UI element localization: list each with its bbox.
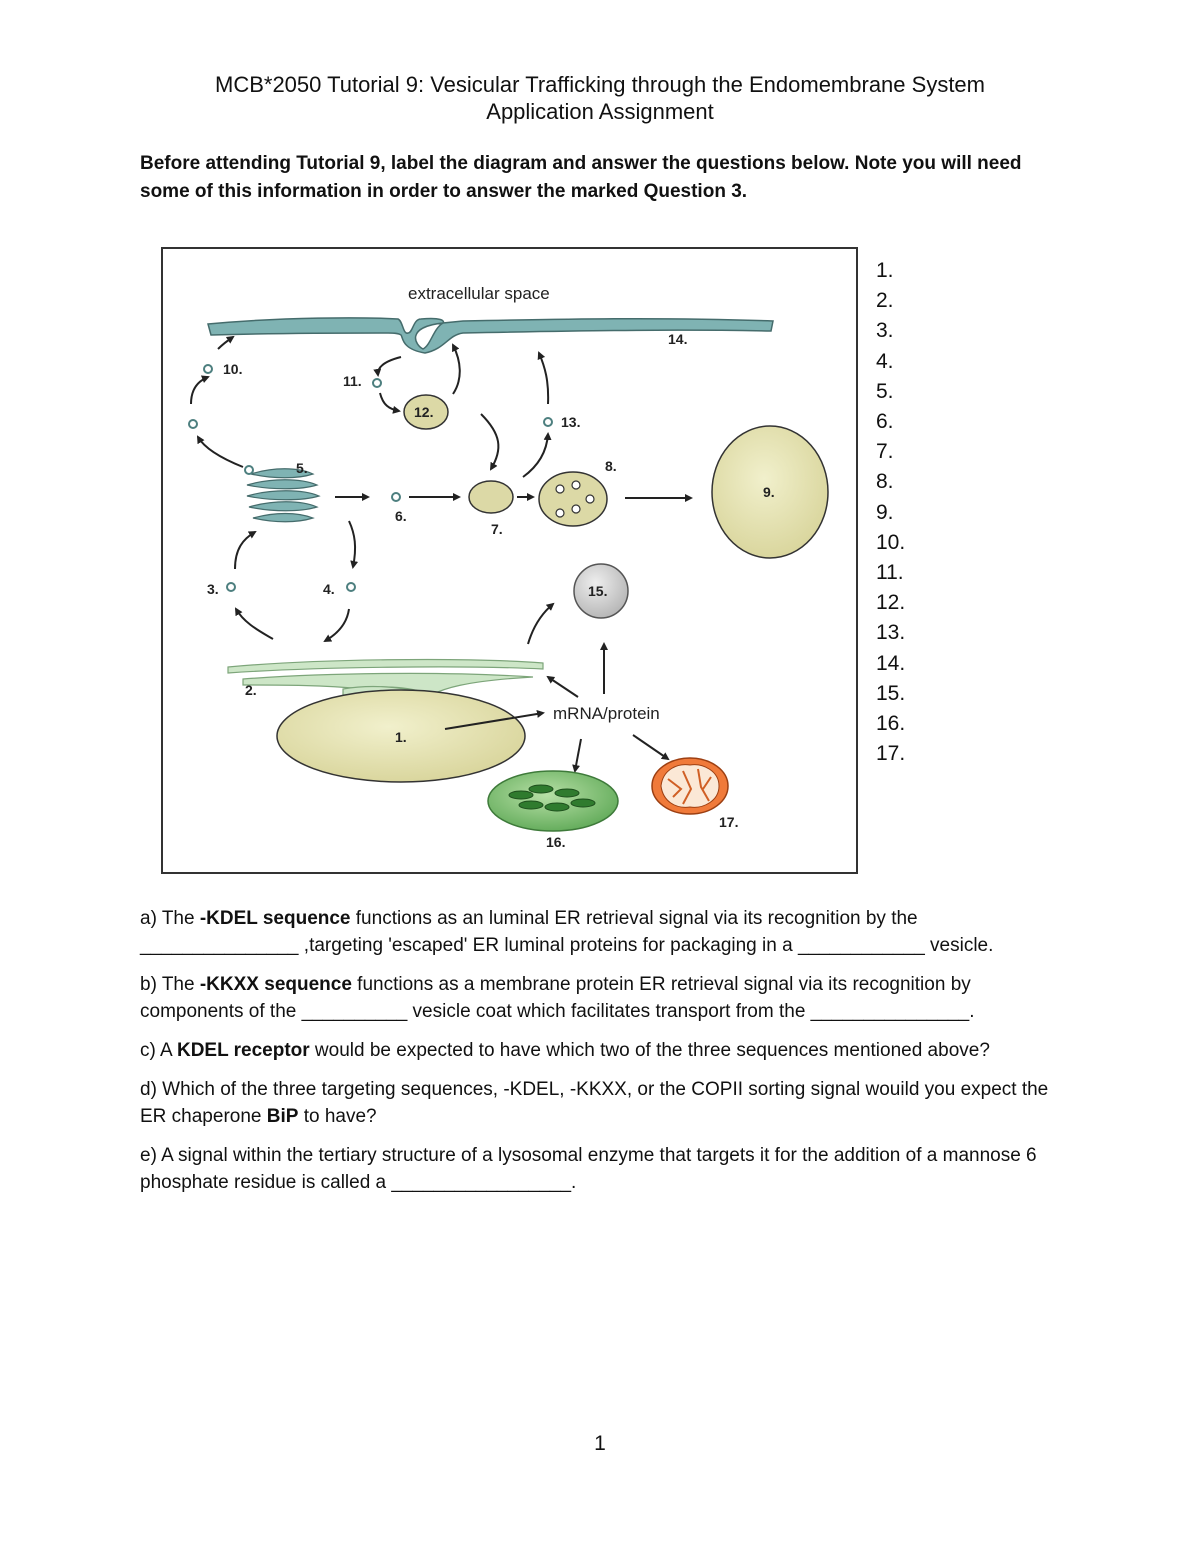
arrow-mrna-to-16 [575,739,581,771]
label-10: 10. [223,361,243,377]
question-a [140,905,1075,959]
label-3: 3. [207,581,219,597]
answer-item: 1. [876,259,894,282]
question-e [140,1142,1075,1196]
label-7: 7. [491,521,503,537]
answer-item: 16. [876,712,906,736]
vesicle-6 [392,493,400,501]
label-11: 11. [343,373,362,389]
answer-item: 14. [876,651,906,675]
plasma-membrane [208,318,773,353]
arrow-11-to-12 [380,393,399,411]
label-5: 5. [296,460,308,476]
arrow-12-to-membrane [453,345,460,394]
question-c [140,1037,1075,1064]
arrow-to-membrane-left [218,337,233,349]
label-9: 9. [763,484,775,500]
vesicle-left [189,420,197,428]
question-d [140,1076,1075,1130]
question-a-keyword: -KDEL sequence [199,908,351,929]
question-a-text-3: vesicle. [924,935,994,956]
answer-item: 12. [876,591,906,615]
question-d-prefix: d) Which of the three targeting sequences, -KDEL, -KKXX, or the COPII sorting signal wouild you expect the ER chaperone [140,1079,1049,1127]
answer-item: 9. [876,500,894,524]
vesicle-11 [373,379,381,387]
question-a-text-1: functions as an luminal ER retrieval signal via its recognition by the [350,908,918,929]
answer-item: 8. [876,470,894,494]
question-a-prefix: a) The [140,908,200,929]
label-4: 4. [323,581,335,597]
question-e-prefix: e) A signal within the tertiary structure of a lysosomal enzyme that targets it for the addition of a mannose 6 phosphate residue is called a [140,1145,1037,1193]
question-b-text-2: vesicle coat which facilitates transport from the [407,1001,811,1022]
document-subtitle: Application Assignment [486,99,714,124]
page-number: 1 [594,1432,606,1455]
answer-number-list [876,256,905,769]
arrow-mrna-to-er [548,677,578,697]
answer-item: 6. [876,410,894,434]
label-17: 17. [719,814,739,830]
early-endosome-7 [469,481,513,513]
arrow-13-to-membrane [539,353,548,404]
label-14: 14. [668,331,688,347]
extracellular-space-label: extracellular space [408,284,550,303]
label-15: 15. [588,583,608,599]
answer-item: 4. [876,349,894,373]
question-a-text-2: ,targeting 'escaped' ER luminal proteins for packaging in a [298,935,798,956]
question-b-keyword: -KKXX sequence [199,974,352,995]
question-e-text-1: . [571,1172,577,1193]
question-c-prefix: c) A [140,1040,177,1061]
vesicle-golgi [245,466,253,474]
question-d-text-1: to have? [298,1106,377,1127]
label-13: 13. [561,414,581,430]
arrow-to-10 [191,377,208,404]
label-12: 12. [414,404,434,420]
answer-item: 13. [876,621,906,645]
question-c-keyword: KDEL receptor [176,1040,310,1061]
question-a-blank-1[interactable]: _______________ [140,935,299,956]
question-c-text-1: would be expected to have which two of the three sequences mentioned above? [309,1040,990,1061]
answer-item: 17. [876,742,906,766]
chloroplast-16 [488,771,618,831]
label-16: 16. [546,834,566,850]
answer-item: 2. [876,289,894,313]
answer-item: 3. [876,319,894,343]
question-a-blank-2[interactable]: ____________ [797,935,925,956]
answer-item: 15. [876,681,906,705]
question-b-blank-2[interactable]: _______________ [810,1001,970,1022]
arrow-mrna-to-17 [633,735,668,759]
document-title: MCB*2050 Tutorial 9: Vesicular Trafficking through the Endomembrane System [215,72,985,97]
mrna-protein-label: mRNA/protein [553,704,660,723]
arrow-to-11 [378,357,401,375]
label-6: 6. [395,508,407,524]
late-endosome-8 [539,472,607,526]
questions-section [140,905,1075,1208]
arrow-3-to-golgi [235,532,255,569]
golgi-apparatus [247,469,319,522]
answer-item: 10. [876,530,906,554]
arrow-to-13 [523,434,548,477]
question-b-blank-1[interactable]: __________ [301,1001,408,1022]
answer-item: 5. [876,379,894,403]
endomembrane-diagram [161,247,858,874]
arrow-to-7 [481,414,498,469]
vesicle-4 [347,583,355,591]
label-2: 2. [245,682,257,698]
answer-item: 7. [876,440,894,464]
question-e-blank-1[interactable]: _________________ [391,1172,572,1193]
instructions: Before attending Tutorial 9, label the diagram and answer the questions below. Note you will need some of this information in order to answer the marked Question 3. [140,153,1022,202]
vesicle-13 [544,418,552,426]
arrow-to-15-left [528,604,553,644]
arrow-er-to-3 [236,609,273,639]
vesicle-3 [227,583,235,591]
question-b-prefix: b) The [140,974,200,995]
label-8: 8. [605,458,617,474]
diagram-svg [163,249,856,872]
arrow-golgi-to-4 [349,521,355,567]
answer-item: 11. [876,561,904,585]
question-b-text-3: . [969,1001,975,1022]
arrow-golgi-to-left [198,437,243,467]
question-b-text-1: functions as a membrane protein ER retrieval signal via its recognition by components of the [140,974,971,1022]
question-b [140,971,1075,1025]
label-1: 1. [395,729,407,745]
vesicle-10 [204,365,212,373]
arrow-4-to-er [325,609,349,641]
question-d-keyword: BiP [266,1106,299,1127]
